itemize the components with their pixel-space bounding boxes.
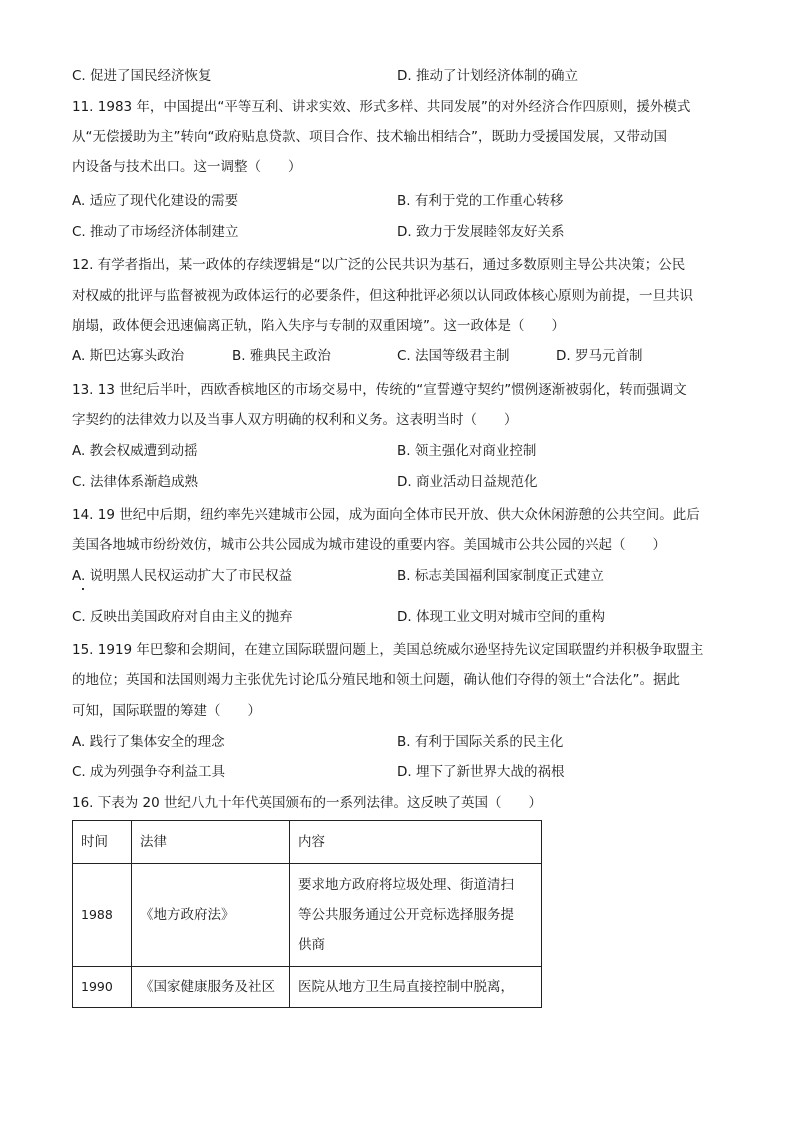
cell-law: 《国家健康服务及社区 [132,967,290,1008]
q12-option-c: C. 法国等级君主制 [397,348,510,364]
q11-option-b: B. 有利于党的工作重心转移 [397,193,564,209]
q14-option-b: B. 标志美国福利国家制度正式建立 [397,568,604,584]
q12-stem-line1: 12. 有学者指出，某一政体的存续逻辑是“以广泛的公民共识为基石，通过多数原则主导公共决策；公民 [72,257,686,273]
header-content: 内容 [290,821,542,864]
q15-option-c: C. 成为列强争夺利益工具 [72,764,226,780]
q14-option-a: A. 说明黑人民权运动扩大了市民权益 [72,568,293,584]
q11-stem-line2: 从“无偿援助为主”转向“政府贴息贷款、项目合作、技术输出相结合”，既助力受援国发展，又带动国 [72,129,667,145]
q13-stem-line1: 13. 13 世纪后半叶，西欧香槟地区的市场交易中，传统的“宣誓遵守契约”惯例逐渐被弱化，转而强调文 [72,382,687,398]
q12-option-a: A. 斯巴达寡头政治 [72,348,185,364]
table-header-row [73,821,542,864]
ink-dot [82,588,84,590]
q11-option-a: A. 适应了现代化建设的需要 [72,193,239,209]
q14-option-d: D. 体现工业文明对城市空间的重构 [397,609,605,625]
q14-stem-line2: 美国各地城市纷纷效仿，城市公共公园成为城市建设的重要内容。美国城市公共公园的兴起（ ） [72,537,666,553]
q13-stem-line2: 字契约的法律效力以及当事人双方明确的权利和义务。这表明当时（ ） [72,412,518,428]
cell-content: 要求地方政府将垃圾处理、街道清扫等公共服务通过公开竞标选择服务提供商 [298,877,514,953]
header-time: 时间 [73,821,132,864]
q13-option-b: B. 领主强化对商业控制 [397,443,537,459]
q15-option-a: A. 践行了集体安全的理念 [72,734,225,750]
law-table [72,820,542,1008]
q11-stem-line1: 11. 1983 年，中国提出“平等互利、讲求实效、形式多样、共同发展”的对外经济合作四原则，援外模式 [72,99,691,115]
q12-option-d: D. 罗马元首制 [556,348,643,364]
table-row [73,967,542,1008]
cell-law: 《地方政府法》 [132,864,290,967]
cell-content: 医院从地方卫生局直接控制中脱离， [298,979,514,995]
cell-time: 1990 [73,967,132,1008]
q11-option-c: C. 推动了市场经济体制建立 [72,224,239,240]
q10-option-c: C. 促进了国民经济恢复 [72,68,212,84]
q13-option-d: D. 商业活动日益规范化 [397,474,538,490]
q15-stem-line1: 15. 1919 年巴黎和会期间，在建立国际联盟问题上，美国总统威尔逊坚持先议定国联盟约并积极争取盟主 [72,642,704,658]
q14-option-c: C. 反映出美国政府对自由主义的抛弃 [72,609,293,625]
q15-stem-line2: 的地位；英国和法国则竭力主张优先讨论瓜分殖民地和领土问题，确认他们夺得的领土“合法化”。据此 [72,672,680,688]
q16-stem-line1: 16. 下表为 20 世纪八九十年代英国颁布的一系列法律。这反映了英国（ ） [72,795,543,811]
q12-option-b: B. 雅典民主政治 [232,348,331,364]
q10-option-d: D. 推动了计划经济体制的确立 [397,68,578,84]
q11-option-d: D. 致力于发展睦邻友好关系 [397,224,565,240]
q15-option-b: B. 有利于国际关系的民主化 [397,734,564,750]
q15-stem-line3: 可知，国际联盟的筹建（ ） [72,703,261,719]
q15-option-d: D. 埋下了新世界大战的祸根 [397,764,565,780]
table-row [73,864,542,967]
cell-time: 1988 [73,864,132,967]
q14-stem-line1: 14. 19 世纪中后期，纽约率先兴建城市公园，成为面向全体市民开放、供大众休闲游憩的公共空间。此后 [72,507,700,523]
q12-stem-line2: 对权威的批评与监督被视为政体运行的必要条件，但这种批评必须以认同政体核心原则为前提，一旦共识 [72,288,693,304]
q13-option-c: C. 法律体系渐趋成熟 [72,474,199,490]
q13-option-a: A. 教会权威遭到动摇 [72,443,198,459]
q12-stem-line3: 崩塌，政体便会迅速偏离正轨，陷入失序与专制的双重困境”。这一政体是（ ） [72,318,565,334]
header-law: 法律 [132,821,290,864]
q11-stem-line3: 内设备与技术出口。这一调整（ ） [72,159,302,175]
